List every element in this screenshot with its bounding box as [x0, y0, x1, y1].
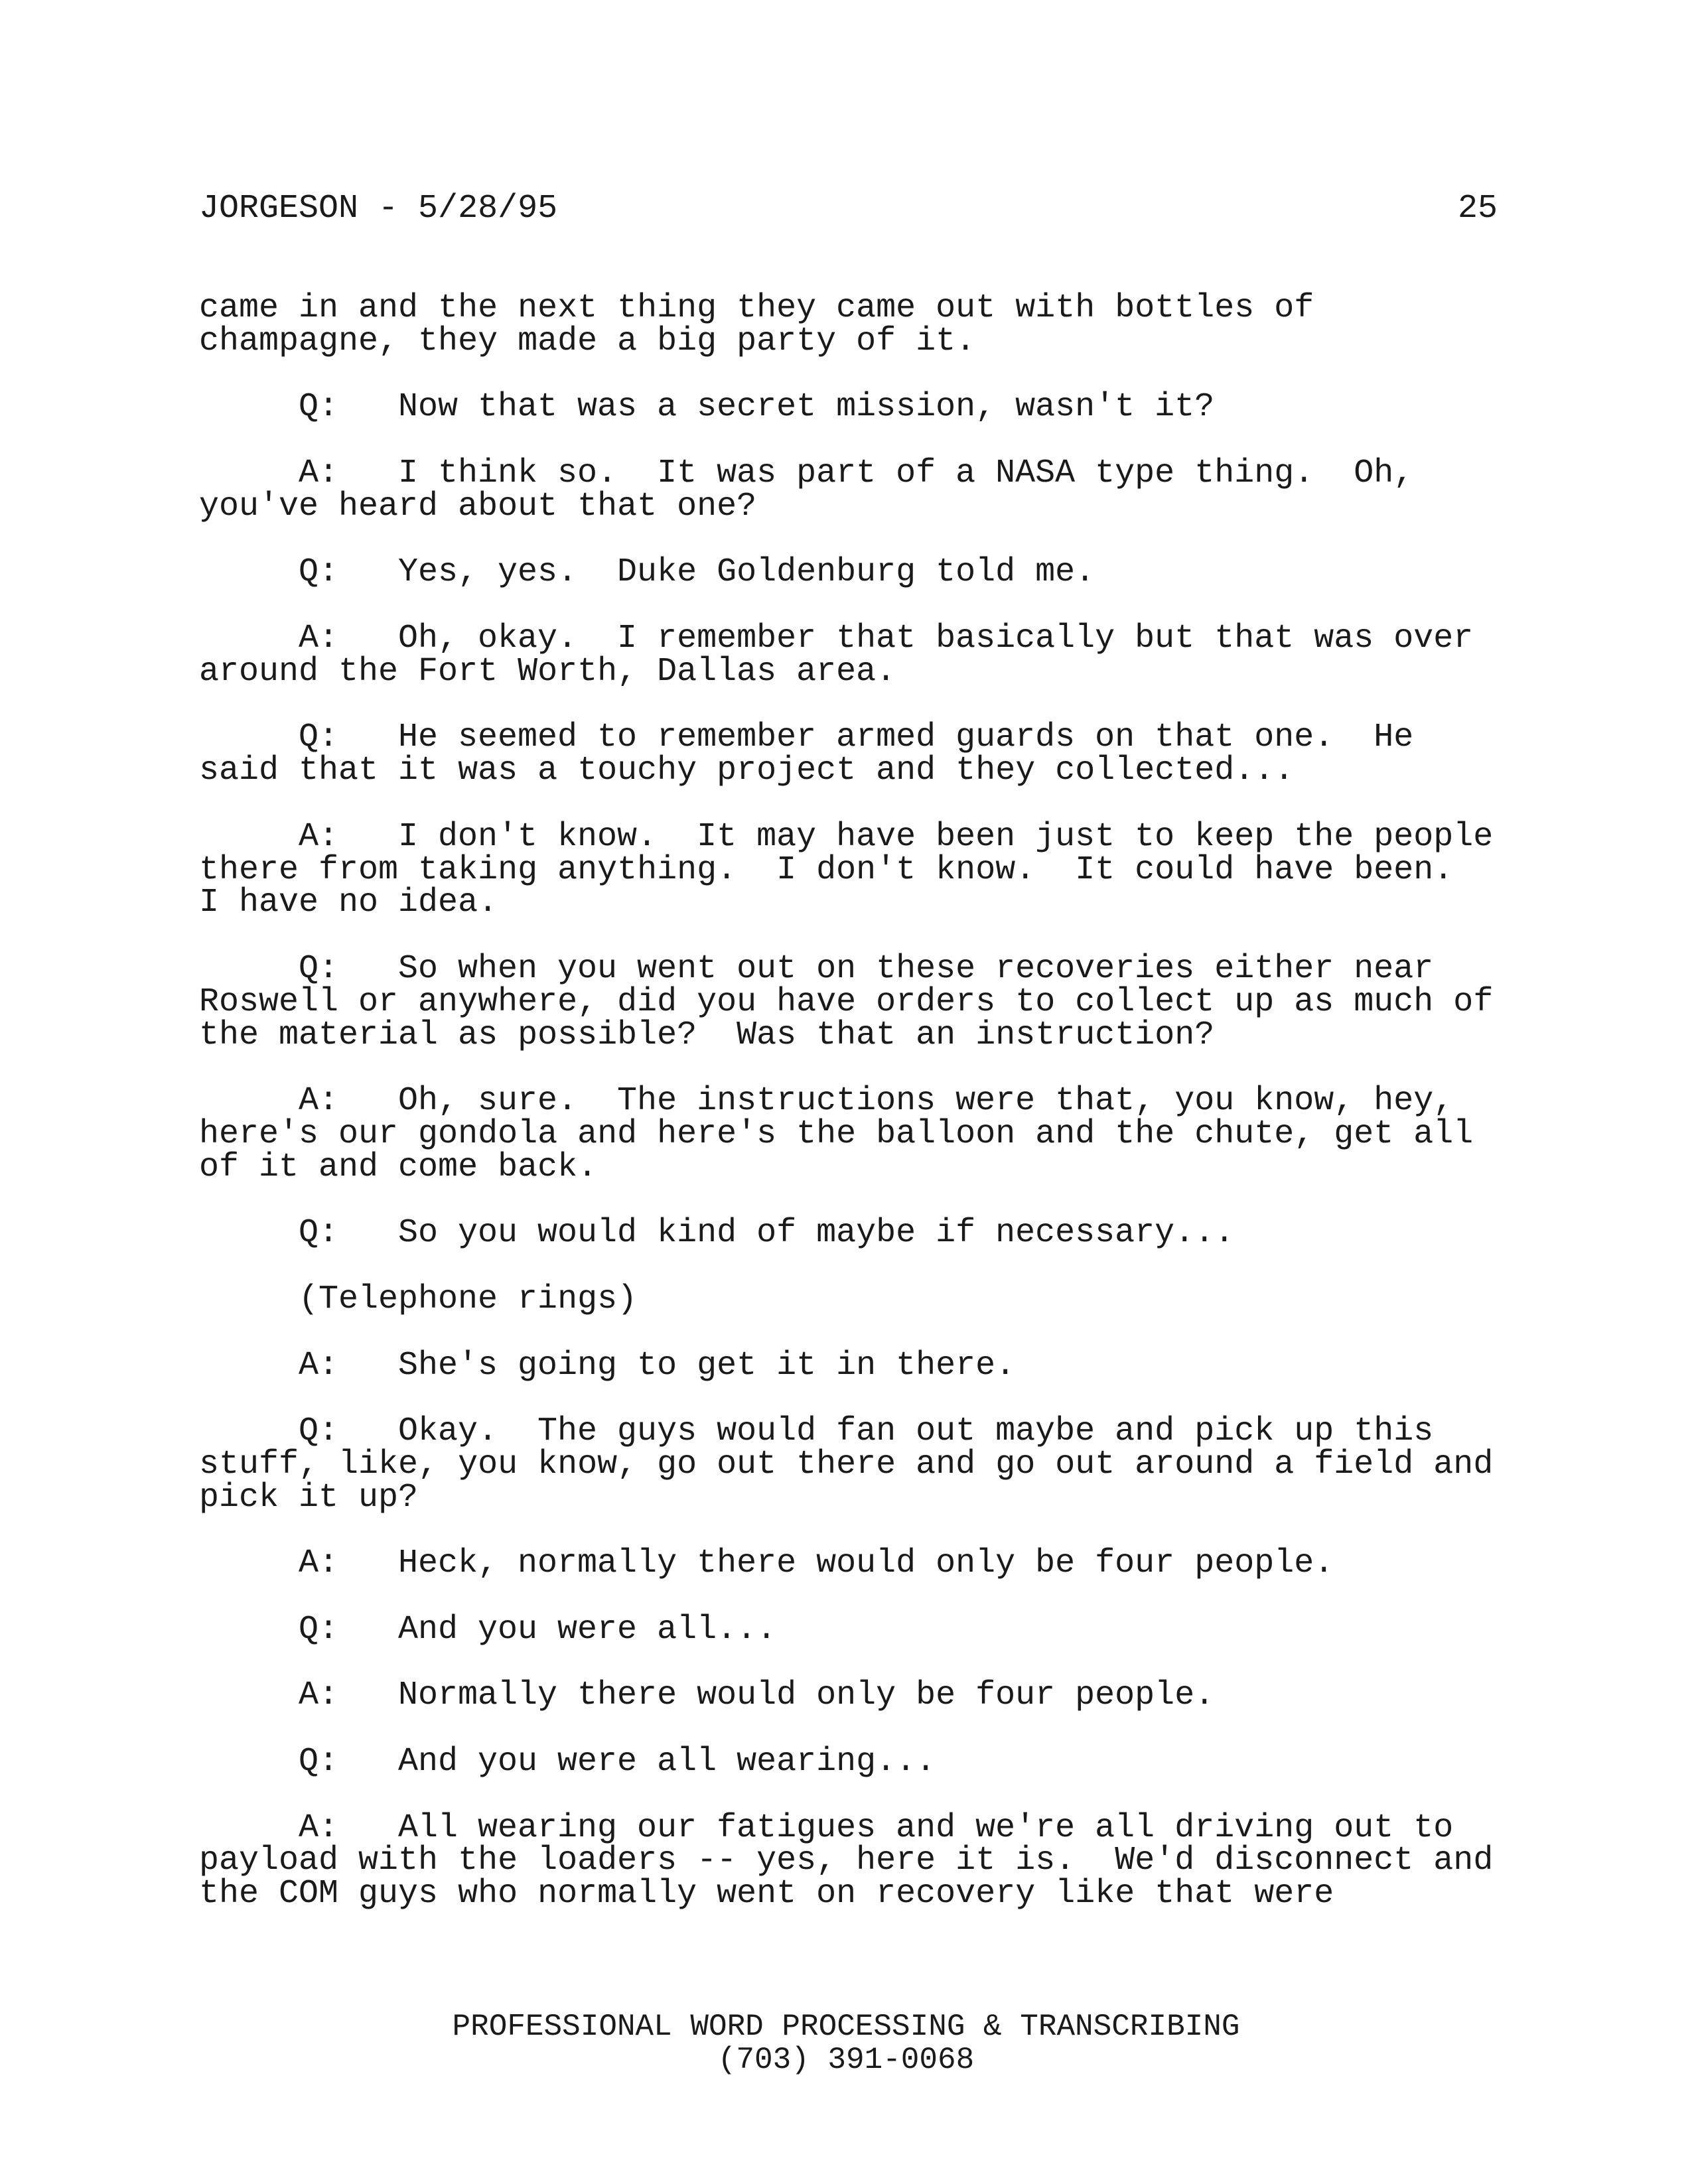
line-text: stuff, like, you know, go out there and go out around a field and — [199, 1445, 1494, 1483]
transcript-line — [199, 1809, 1493, 1847]
blank-line — [199, 358, 1493, 391]
line-text: you've heard about that one? — [199, 487, 757, 525]
blank-line — [199, 689, 1493, 722]
transcript-line — [199, 718, 1493, 757]
transcript-paragraph — [199, 619, 1493, 721]
transcript-line — [199, 1082, 1493, 1121]
transcript-paragraph — [199, 1745, 1493, 1812]
speaker-label: Q: — [299, 1412, 339, 1451]
transcript-line — [199, 487, 1493, 525]
transcript-body — [199, 289, 1494, 1913]
transcript-paragraph — [199, 1676, 1493, 1745]
line-text: Oh, okay. I remember that basically but that was over — [398, 619, 1474, 657]
line-text: champagne, they made a big party of it. — [199, 322, 976, 360]
transcript-paragraph — [199, 388, 1493, 457]
line-text: He seemed to remember armed guards on that one. He — [398, 718, 1414, 757]
line-text: here's our gondola and here's the balloon and the chute, get all — [199, 1115, 1474, 1153]
transcript-line — [199, 1610, 1493, 1649]
transcript-line — [199, 1412, 1493, 1451]
blank-line — [199, 1382, 1493, 1415]
transcript-paragraph — [199, 289, 1493, 391]
transcript-line — [199, 1544, 1493, 1583]
line-text: So you would kind of maybe if necessary... — [398, 1214, 1235, 1253]
transcript-paragraph — [199, 1346, 1493, 1416]
footer-phone: (703) 391-0068 — [717, 2043, 975, 2077]
blank-line — [199, 1580, 1493, 1613]
transcript-line — [199, 1745, 1493, 1779]
speaker-label: A: — [299, 619, 339, 657]
speaker-label: A: — [299, 1809, 339, 1847]
transcript-paragraph — [199, 817, 1494, 953]
transcript-line — [199, 817, 1494, 856]
transcript-paragraph — [199, 1280, 1493, 1349]
transcript-paragraph — [199, 454, 1493, 556]
page-header-title: JORGESON - 5/28/95 — [199, 190, 558, 228]
speaker-label: Q: — [299, 949, 339, 988]
transcript-line — [199, 1214, 1493, 1253]
line-text: I have no idea. — [199, 884, 498, 922]
line-text: All wearing our fatigues and we're all driving out to — [398, 1809, 1454, 1847]
transcript-paragraph — [199, 949, 1494, 1085]
line-text: the COM guys who normally went on recovery like that were — [199, 1875, 1334, 1913]
transcript-paragraph — [199, 553, 1493, 622]
blank-line — [199, 1712, 1493, 1745]
speaker-label: A: — [299, 1346, 339, 1385]
speaker-label: A: — [299, 817, 339, 856]
speaker-label: A: — [299, 1544, 339, 1583]
transcript-line — [199, 619, 1493, 657]
line-text: of it and come back. — [199, 1148, 598, 1186]
line-text: Heck, normally there would only be four people. — [398, 1544, 1334, 1583]
speaker-label: A: — [299, 454, 339, 492]
transcript-line — [199, 1115, 1493, 1153]
transcript-line — [199, 1877, 1493, 1911]
transcript-paragraph — [199, 1544, 1493, 1613]
line-text: around the Fort Worth, Dallas area. — [199, 652, 896, 691]
transcript-paragraph — [199, 718, 1493, 820]
line-text: (Telephone rings) — [299, 1280, 638, 1318]
line-text: there from taking anything. I don't know. It could have been. — [199, 851, 1454, 889]
transcript-line — [199, 851, 1493, 889]
speaker-label: A: — [299, 1082, 339, 1121]
speaker-label: Q: — [299, 1214, 339, 1253]
blank-line — [199, 1647, 1493, 1680]
transcript-paragraph — [199, 1610, 1493, 1680]
line-text: And you were all wearing... — [398, 1743, 936, 1781]
blank-line — [199, 589, 1493, 622]
transcript-line — [199, 454, 1493, 492]
speaker-label: Q: — [299, 388, 339, 427]
blank-line — [199, 1184, 1493, 1217]
line-text: So when you went out on these recoveries either near — [398, 949, 1434, 988]
speaker-label: A: — [299, 1676, 339, 1715]
speaker-label: Q: — [299, 553, 339, 592]
blank-line — [199, 424, 1493, 457]
transcript-line — [199, 983, 1494, 1021]
transcript-line — [199, 289, 1493, 327]
line-text: Oh, sure. The instructions were that, you know, hey, — [398, 1082, 1454, 1121]
transcript-paragraph — [199, 1809, 1494, 1913]
speaker-label: Q: — [299, 718, 339, 757]
line-text: I think so. It was part of a NASA type thing. Oh, — [398, 454, 1414, 492]
line-text: I don't know. It may have been just to keep the people — [398, 817, 1494, 856]
line-text: pick it up? — [199, 1478, 419, 1517]
line-text: And you were all... — [398, 1610, 777, 1649]
line-text: Yes, yes. Duke Goldenburg told me. — [398, 553, 1095, 592]
footer-company: PROFESSIONAL WORD PROCESSING & TRANSCRIBING — [452, 2010, 1240, 2044]
line-text: Now that was a secret mission, wasn't it? — [398, 388, 1215, 427]
transcript-line — [199, 886, 1493, 920]
blank-line — [199, 1514, 1493, 1547]
transcript-line — [199, 322, 1493, 360]
blank-line — [199, 1779, 1493, 1812]
blank-line — [199, 523, 1493, 557]
speaker-label: Q: — [299, 1743, 339, 1781]
blank-line — [199, 1316, 1493, 1349]
line-text: said that it was a touchy project and they collected... — [199, 752, 1295, 790]
transcript-line — [199, 388, 1493, 427]
speaker-label: Q: — [299, 1610, 339, 1649]
transcript-line — [199, 949, 1493, 988]
transcript-line — [199, 553, 1493, 592]
blank-line — [199, 1052, 1493, 1085]
line-text: came in and the next thing they came out with bottles of — [199, 289, 1314, 327]
transcript-paragraph — [199, 1214, 1493, 1283]
blank-line — [199, 1250, 1493, 1283]
transcript-line — [199, 1148, 1493, 1186]
page-number: 25 — [1457, 190, 1498, 228]
transcript-line — [199, 652, 1493, 691]
line-text: Okay. The guys would fan out maybe and pick up this — [398, 1412, 1434, 1451]
transcript-line — [199, 1842, 1494, 1880]
line-text: Normally there would only be four people. — [398, 1676, 1215, 1715]
blank-line — [199, 787, 1493, 821]
transcript-line — [199, 1280, 1493, 1318]
transcript-line — [199, 1478, 1493, 1517]
blank-line — [199, 920, 1493, 953]
line-text: the material as possible? Was that an instruction? — [199, 1016, 1215, 1054]
line-text: She's going to get it in there. — [398, 1346, 1016, 1385]
transcript-line — [199, 1445, 1494, 1483]
transcript-line — [199, 1346, 1493, 1385]
line-text: Roswell or anywhere, did you have orders to collect up as much of — [199, 983, 1494, 1021]
transcript-paragraph — [199, 1412, 1494, 1547]
transcript-line — [199, 752, 1493, 790]
line-text: payload with the loaders -- yes, here it is. We'd disconnect and — [199, 1842, 1494, 1880]
transcript-line — [199, 1016, 1493, 1054]
transcript-paragraph — [199, 1082, 1493, 1217]
transcript-line — [199, 1676, 1493, 1715]
